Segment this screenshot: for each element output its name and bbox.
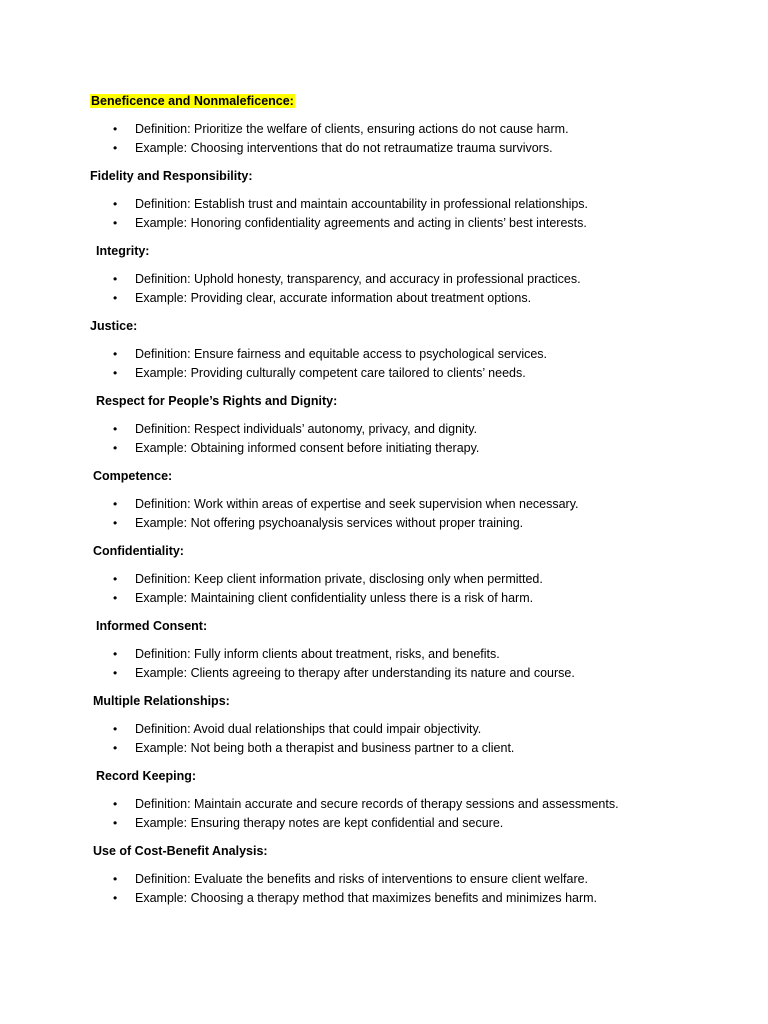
bullet-icon: • xyxy=(113,497,118,511)
section-heading: Record Keeping: xyxy=(96,769,197,783)
list-item xyxy=(90,214,730,233)
section-multiple-relationships xyxy=(90,692,730,758)
list-item-text: Definition: Ensure fairness and equitable access to psychological services. xyxy=(135,347,548,361)
bullet-icon: • xyxy=(113,516,118,530)
list-item-text: Definition: Maintain accurate and secure records of therapy sessions and assessments. xyxy=(135,797,619,811)
list-item xyxy=(90,514,730,533)
list-item xyxy=(90,345,730,364)
section-heading: Use of Cost-Benefit Analysis: xyxy=(93,844,268,858)
section-competence xyxy=(90,467,730,533)
list-item xyxy=(90,889,730,908)
bullet-icon: • xyxy=(113,216,118,230)
bullet-icon: • xyxy=(113,816,118,830)
section-heading: Confidentiality: xyxy=(93,544,184,558)
bullet-icon: • xyxy=(113,347,118,361)
section-informed-consent xyxy=(90,617,730,683)
bullet-list xyxy=(90,270,730,308)
bullet-list xyxy=(90,195,730,233)
list-item xyxy=(90,120,730,139)
list-item-text: Definition: Respect individuals’ autonomy, privacy, and dignity. xyxy=(135,422,478,436)
list-item-text: Definition: Avoid dual relationships that could impair objectivity. xyxy=(135,722,482,736)
list-item xyxy=(90,870,730,889)
list-item-text: Example: Clients agreeing to therapy after understanding its nature and course. xyxy=(135,666,575,680)
list-item xyxy=(90,420,730,439)
list-item xyxy=(90,795,730,814)
bullet-icon: • xyxy=(113,291,118,305)
list-item xyxy=(90,139,730,158)
list-item xyxy=(90,364,730,383)
section-heading: Multiple Relationships: xyxy=(93,694,230,708)
bullet-icon: • xyxy=(113,647,118,661)
bullet-list xyxy=(90,795,730,833)
bullet-icon: • xyxy=(113,891,118,905)
list-item xyxy=(90,739,730,758)
list-item xyxy=(90,720,730,739)
bullet-list xyxy=(90,645,730,683)
list-item-text: Example: Ensuring therapy notes are kept confidential and secure. xyxy=(135,816,504,830)
section-heading: Justice: xyxy=(90,319,138,333)
section-beneficence xyxy=(90,92,730,158)
bullet-icon: • xyxy=(113,741,118,755)
list-item-text: Definition: Keep client information private, disclosing only when permitted. xyxy=(135,572,543,586)
bullet-list xyxy=(90,720,730,758)
list-item-text: Definition: Work within areas of expertise and seek supervision when necessary. xyxy=(135,497,579,511)
bullet-icon: • xyxy=(113,122,118,136)
list-item-text: Definition: Uphold honesty, transparency, and accuracy in professional practices. xyxy=(135,272,581,286)
list-item-text: Example: Maintaining client confidentiality unless there is a risk of harm. xyxy=(135,591,534,605)
bullet-list xyxy=(90,495,730,533)
bullet-list xyxy=(90,870,730,908)
list-item-text: Example: Providing clear, accurate information about treatment options. xyxy=(135,291,532,305)
bullet-icon: • xyxy=(113,441,118,455)
list-item xyxy=(90,289,730,308)
bullet-list xyxy=(90,120,730,158)
bullet-list xyxy=(90,570,730,608)
list-item xyxy=(90,645,730,664)
list-item xyxy=(90,439,730,458)
section-respect xyxy=(90,392,730,458)
list-item-text: Example: Not being both a therapist and business partner to a client. xyxy=(135,741,515,755)
section-justice xyxy=(90,317,730,383)
bullet-icon: • xyxy=(113,366,118,380)
bullet-icon: • xyxy=(113,666,118,680)
bullet-list xyxy=(90,345,730,383)
bullet-icon: • xyxy=(113,197,118,211)
list-item xyxy=(90,495,730,514)
highlighted-heading-text: Beneficence and Nonmaleficence: xyxy=(91,94,294,108)
list-item-text: Example: Choosing interventions that do not retraumatize trauma survivors. xyxy=(135,141,553,155)
list-item xyxy=(90,195,730,214)
list-item-text: Example: Obtaining informed consent before initiating therapy. xyxy=(135,441,480,455)
list-item xyxy=(90,589,730,608)
section-fidelity xyxy=(90,167,730,233)
list-item xyxy=(90,814,730,833)
bullet-icon: • xyxy=(113,591,118,605)
bullet-icon: • xyxy=(113,572,118,586)
list-item-text: Example: Providing culturally competent care tailored to clients’ needs. xyxy=(135,366,526,380)
list-item-text: Definition: Fully inform clients about treatment, risks, and benefits. xyxy=(135,647,500,661)
section-record-keeping xyxy=(90,767,730,833)
list-item-text: Example: Choosing a therapy method that maximizes benefits and minimizes harm. xyxy=(135,891,598,905)
section-integrity xyxy=(90,242,730,308)
bullet-icon: • xyxy=(113,422,118,436)
section-confidentiality xyxy=(90,542,730,608)
section-cost-benefit xyxy=(90,842,730,908)
section-heading: Competence: xyxy=(93,469,173,483)
list-item-text: Definition: Establish trust and maintain accountability in professional relationships. xyxy=(135,197,589,211)
list-item xyxy=(90,570,730,589)
section-heading: Respect for People’s Rights and Dignity: xyxy=(96,394,338,408)
section-heading xyxy=(90,92,730,110)
list-item-text: Example: Honoring confidentiality agreements and acting in clients’ best interests. xyxy=(135,216,587,230)
section-heading: Informed Consent: xyxy=(96,619,208,633)
section-heading: Fidelity and Responsibility: xyxy=(90,169,253,183)
list-item-text: Example: Not offering psychoanalysis services without proper training. xyxy=(135,516,524,530)
section-heading: Integrity: xyxy=(96,244,150,258)
list-item xyxy=(90,664,730,683)
document-body xyxy=(90,92,730,917)
bullet-icon: • xyxy=(113,141,118,155)
list-item-text: Definition: Evaluate the benefits and risks of interventions to ensure client welfare. xyxy=(135,872,589,886)
bullet-icon: • xyxy=(113,872,118,886)
bullet-list xyxy=(90,420,730,458)
bullet-icon: • xyxy=(113,272,118,286)
list-item-text: Definition: Prioritize the welfare of clients, ensuring actions do not cause harm. xyxy=(135,122,569,136)
bullet-icon: • xyxy=(113,797,118,811)
bullet-icon: • xyxy=(113,722,118,736)
list-item xyxy=(90,270,730,289)
